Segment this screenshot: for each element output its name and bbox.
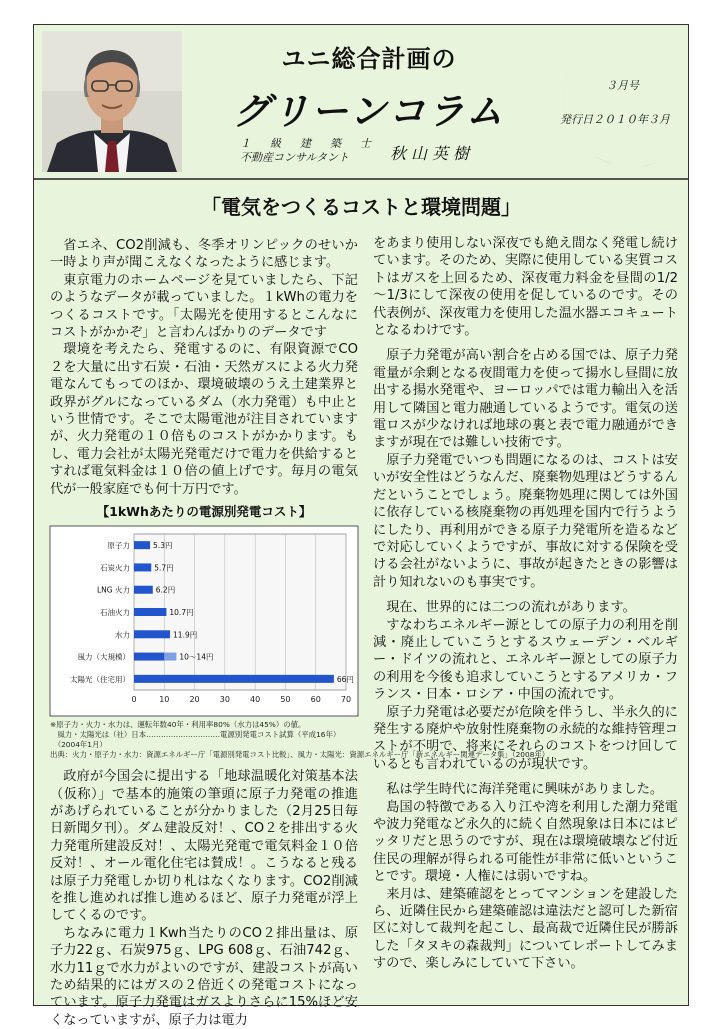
- cost-bar-chart: [50, 526, 358, 716]
- author-portrait-icon: [42, 31, 182, 172]
- credential-architect: １ 級 建 築 士: [240, 137, 375, 150]
- chart-notes: [50, 720, 550, 760]
- header: [34, 25, 688, 180]
- chart-note: 出典：火力・原子力・水力：資源エネルギー庁「電源別発電コスト比較」、風力・太陽光：資源エネルギー庁「新エネルギー関連データ集」（2008年）: [50, 750, 550, 760]
- value-label: 66円: [336, 674, 354, 684]
- publish-date: 発行日２０１０年３月: [560, 113, 670, 126]
- column-title: グリーンコラム: [233, 90, 505, 133]
- article-title: 「電気をつくるコストと環境問題」: [201, 195, 521, 219]
- x-tick-label: 30: [219, 695, 230, 705]
- x-tick-label: 50: [280, 695, 291, 705]
- cost-chart: [50, 526, 358, 716]
- range-bar: [164, 653, 176, 661]
- credential-consultant: 不動産コンサルタント: [240, 151, 350, 164]
- paragraph: をあまり使用しない深夜でも絶え間なく発電し続けています。そのため、実際に使用している実質コストはガスを上回るため、深夜電力料金を昼間の1/2～1/3にして深夜の使用を促しているのです。その代表例が、深夜電力を使用した温水器エコキュートとなるわけです。: [373, 236, 678, 339]
- x-tick-label: 10: [159, 695, 170, 705]
- bar: [134, 586, 153, 594]
- x-tick-label: 60: [310, 695, 321, 705]
- category-label: 石油火力: [100, 608, 130, 618]
- chart-title: 【1kWhあたりの電源別発電コスト】: [96, 504, 312, 520]
- bar: [134, 541, 150, 549]
- paragraph: 東京電力のホームページを見ていましたら、下記のようなデータが載っていました。１kWhの電力をつくるコストです。「太陽光を使用するとこんなにコストがかかぞ」と言わんばかりのデータです: [50, 272, 358, 341]
- paragraph: 島国の特徴である入り江や湾を利用した潮力発電や波力発電など永久的に続く自然現象は日本にはピッタリだと思うのですが、現在は環境破壊など付近住民の理解が得られる可能性が非常に低いということです。環境・人権には弱いですね。: [373, 799, 678, 885]
- paragraph: 現在、世界的には二つの流れがあります。: [386, 600, 636, 616]
- value-label: 10.7円: [169, 608, 194, 618]
- bar: [134, 630, 170, 638]
- crescent-moon-icon: [528, 39, 678, 179]
- paragraph: 原子力発電は必要だが危険を伴うし、半永久的に発生する廃炉や放射性廃棄物の永続的な維持管理コストが不明で、将来にそれらのコストをつけ回しているとも言われているのが現状です。: [373, 704, 678, 772]
- value-label: 5.7円: [154, 563, 174, 573]
- value-label: 5.3円: [153, 541, 173, 551]
- chart-note: ※原子力・火力・水力は、運転年数40年・利用率80%（水力は45%）の値。: [50, 720, 306, 730]
- value-label: 6.2円: [155, 585, 176, 595]
- paragraph: 原子力発電でいつも問題になるのは、コストは安いが安全性はどうなんだ、廃棄物処理はどうするんだということでしょう。廃棄物処理に関しては外国に依存している核廃棄物の再処理を国内で行うようにしたり、再利用ができる原子力発電所を造るなどで対応していくようですが、事故に対する保険を受ける会社がないように、事故が起きたときの影響は計り知れないのも事実です。: [373, 452, 678, 590]
- category-label: 石炭火力: [100, 563, 130, 573]
- category-label: LNG 火力: [97, 585, 130, 595]
- bar: [134, 564, 151, 572]
- title-line-1: ユニ総合計画の: [281, 45, 457, 73]
- chart-note: （2004年1月）: [50, 740, 107, 750]
- paragraph: 原子力発電が高い割合を占める国では、原子力発電量が余剰となる夜間電力を使って揚水し昼間に放出する揚水発電や、ヨーロッパでは電力輸出入を活用して隣国と電力融通しているようです。電気の送電ロスが少なければ地球の裏と表で電力融通ができますが現在では難しい技術です。: [373, 348, 678, 451]
- issue-label: ３月号: [606, 79, 639, 92]
- paragraph: 環境を考えたら、発電するのに、有限資源でCO２を大量に出す石炭・石油・天然ガスによる火力発電なんてもってのほか、環境破壊のうえ土建業界と政界がグルになっているダム（水力発電）も中止という世情です。そこで太陽電池が注目されていますが、火力発電の１０倍ものコストがかかります。もし、電力会社が太陽光発電だけで電力を供給するとすれば電気料金は１０倍の値上げです。毎月の電気代が一般家庭でも何十万円です。: [50, 342, 358, 497]
- bar: [134, 653, 164, 661]
- x-tick-label: 0: [131, 695, 137, 705]
- author-name: 秋山英樹: [390, 144, 475, 163]
- chart-note: 風力・太陽光は（社）日本…………………………電源別発電コスト試算（平成16年）: [50, 730, 341, 740]
- category-label: 原子力: [107, 541, 130, 551]
- category-label: 太陽光（住宅用）: [70, 674, 130, 684]
- newsletter-page: [33, 24, 689, 1028]
- paragraph: すなわちエネルギー源としての原子力の利用を削減・廃止していこうとするスウェーデン・ベルギー・ドイツの流れと、エネルギー源としての原子力の利用を今後も追求していこうとするアメリカ・フランス・日本・ロシア・中国の流れです。: [373, 617, 678, 703]
- paragraph: 来月は、建築確認をとってマンションを建設したら、近隣住民から建築確認は違法だと認可した新宿区に対して裁判を起こし、最高裁で近隣住民が勝訴した「タヌキの森裁判」についてレポートしてみますので、楽しみにしていて下さい。: [373, 886, 678, 972]
- paragraph: 省エネ、CO2削減も、冬季オリンピックのせいか一時より声が聞こえなくなったように感じます。: [50, 238, 358, 271]
- right-column: [373, 235, 678, 973]
- x-tick-label: 20: [189, 695, 200, 705]
- paragraph: 私は学生時代に海洋発電に興味がありました。: [386, 782, 664, 798]
- x-tick-label: 40: [250, 695, 261, 705]
- category-label: 風力（大規模）: [77, 652, 130, 662]
- value-label: 11.9円: [173, 630, 198, 640]
- category-label: 水力: [115, 630, 130, 640]
- bar: [134, 675, 334, 683]
- value-label: 10～14円: [179, 652, 214, 662]
- x-tick-label: 70: [340, 695, 352, 705]
- author-photo: [42, 31, 182, 172]
- paragraph: ちなみに電力１Kwh当たりのCO２排出量は、原子力22ｇ、石炭975ｇ、LPG 608ｇ、石油742ｇ、水力11ｇで水力がよいのですが、建設コストが高いため結果的にはガスの２倍近くの発電コストになっています。原子力発電はガスよりさらに15%ほど安くなっていますが、原子力は電力: [50, 925, 358, 1028]
- paragraph: 政府が今国会に提出する「地球温暖化対策基本法（仮称）」で基本的施策の筆頭に原子力発電の推進があげられていることが分かりました（2月25日毎日新聞夕刊）。ダム建設反対！、CO２を排出する火力発電所建設反対！、太陽光発電で電気料金１０倍反対！、オール電化住宅は賛成！。こうなると残るは原子力発電しか切り札はなくなります。CO2削減を推し進めれば推し進めるほど、原子力発電が浮上してくるのです。: [50, 769, 358, 924]
- bar: [134, 608, 166, 616]
